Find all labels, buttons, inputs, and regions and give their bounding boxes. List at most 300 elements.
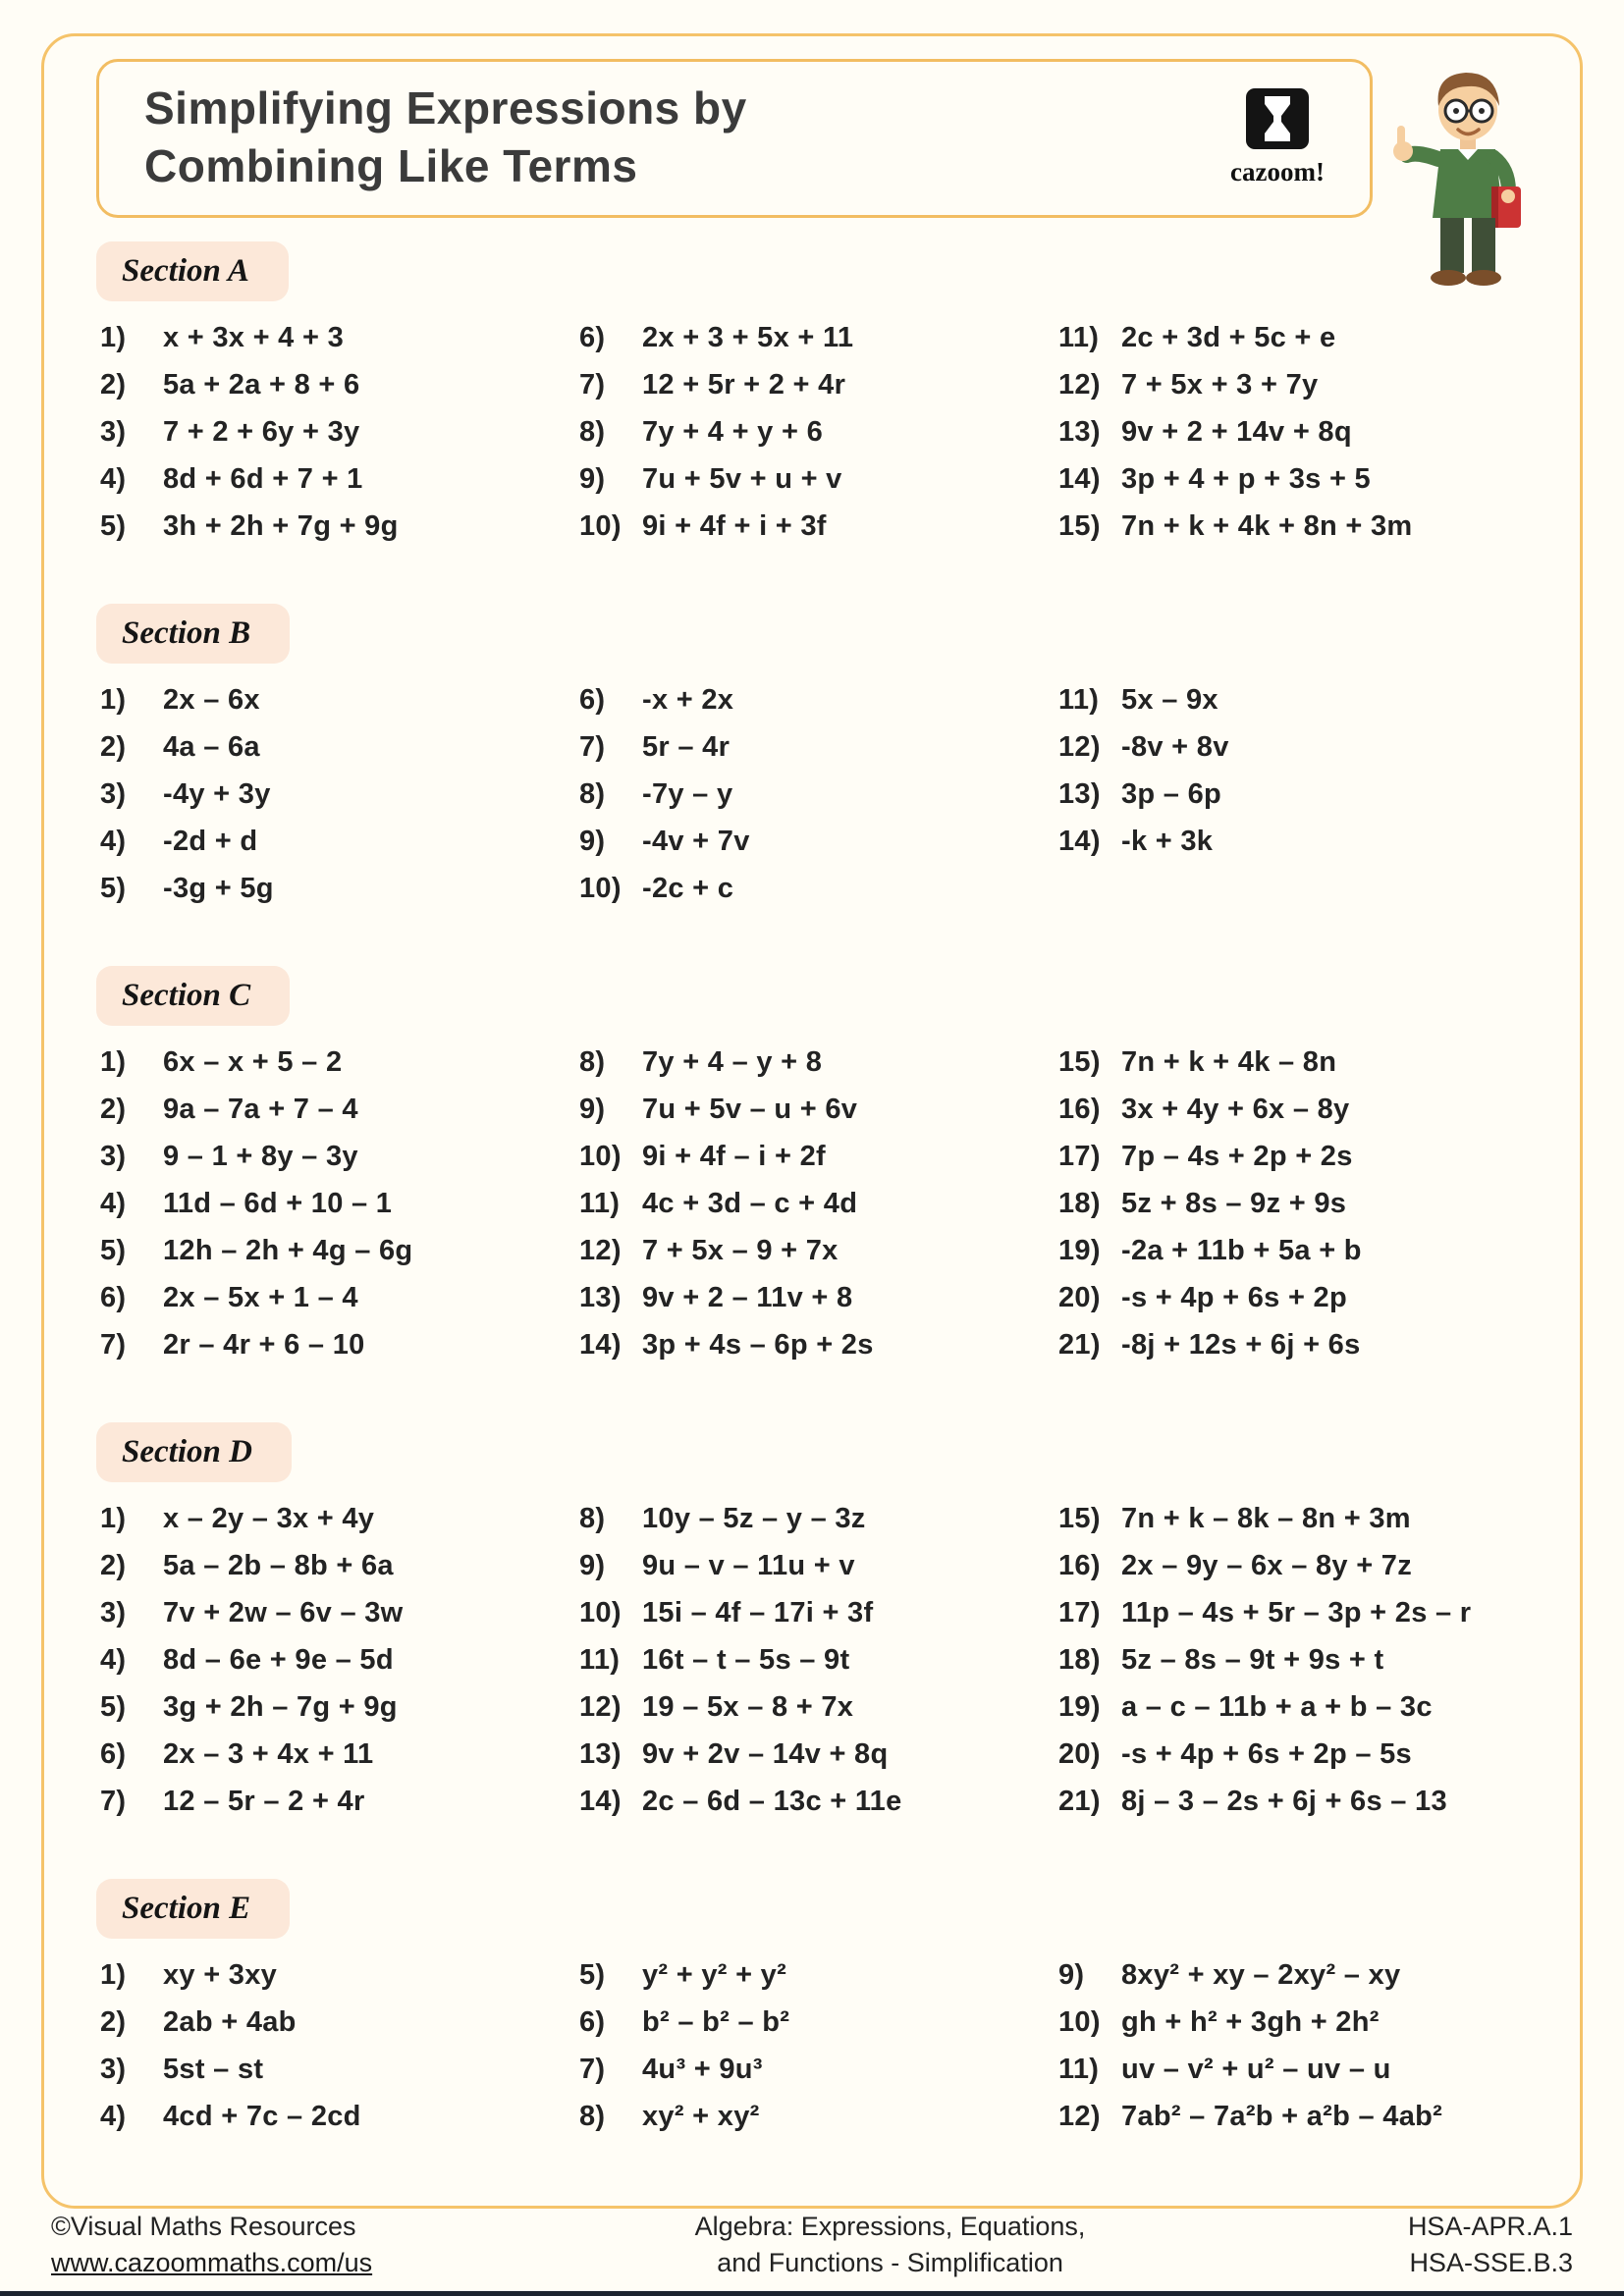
problem-row xyxy=(579,1189,1049,1219)
problem-expression: 4u³ + 9u³ xyxy=(642,2053,763,2085)
problem-number: 16) xyxy=(1058,1093,1101,1125)
problem-number: 14) xyxy=(579,1785,622,1817)
problem-number: 8) xyxy=(579,1502,606,1534)
problem-number: 4) xyxy=(100,1187,127,1219)
bottom-rule xyxy=(0,2291,1624,2296)
problem-expression: 8j – 3 – 2s + 6j + 6s – 13 xyxy=(1121,1785,1447,1817)
problem-row xyxy=(1058,2102,1528,2132)
problem-expression: 3g + 2h – 7g + 9g xyxy=(163,1690,398,1723)
problem-row xyxy=(100,1047,569,1078)
problem-expression: 9a – 7a + 7 – 4 xyxy=(163,1093,358,1125)
problem-expression: 9v + 2 – 11v + 8 xyxy=(642,1281,853,1313)
problem-row xyxy=(100,1739,569,1770)
problem-expression: 2x – 6x xyxy=(163,683,260,716)
section-heading: Section D xyxy=(96,1422,292,1482)
problem-number: 11) xyxy=(1058,683,1100,716)
problem-row xyxy=(1058,511,1528,542)
problem-number: 4) xyxy=(100,1643,127,1676)
problem-column xyxy=(1058,1047,1528,1377)
problem-row xyxy=(1058,1692,1528,1723)
problem-expression: x – 2y – 3x + 4y xyxy=(163,1502,375,1534)
problem-expression: -2a + 11b + 5a + b xyxy=(1121,1234,1362,1266)
problem-row xyxy=(1058,1236,1528,1266)
problem-number: 1) xyxy=(100,321,127,353)
problem-expression: 11p – 4s + 5r – 3p + 2s – r xyxy=(1121,1596,1472,1629)
problem-expression: 9i + 4f + i + 3f xyxy=(642,509,827,542)
problem-number: 6) xyxy=(100,1737,127,1770)
problem-row xyxy=(100,1142,569,1172)
problem-number: 4) xyxy=(100,462,127,495)
problem-row xyxy=(1058,779,1528,810)
problem-number: 8) xyxy=(579,415,606,448)
cazoom-logo xyxy=(1230,87,1325,187)
problem-number: 1) xyxy=(100,1045,127,1078)
problem-number: 6) xyxy=(579,2005,606,2038)
problem-row xyxy=(579,1330,1049,1361)
problem-number: 11) xyxy=(579,1187,621,1219)
problem-expression: 3x + 4y + 6x – 8y xyxy=(1121,1093,1350,1125)
section-d xyxy=(96,1422,1528,1834)
problem-column xyxy=(1058,685,1528,874)
section-heading: Section B xyxy=(96,604,290,664)
problem-number: 6) xyxy=(579,683,606,716)
problem-number: 19) xyxy=(1058,1690,1101,1723)
problem-number: 10) xyxy=(579,509,622,542)
problem-expression: 8d – 6e + 9e – 5d xyxy=(163,1643,394,1676)
problem-number: 7) xyxy=(579,2053,606,2085)
problem-number: 14) xyxy=(1058,462,1101,495)
problem-columns xyxy=(96,1047,1528,1377)
problem-expression: 2c – 6d – 13c + 11e xyxy=(642,1785,902,1817)
problem-row xyxy=(579,1504,1049,1534)
problem-row xyxy=(579,1739,1049,1770)
page-content xyxy=(41,33,1583,2194)
problem-number: 7) xyxy=(579,730,606,763)
problem-expression: -s + 4p + 6s + 2p xyxy=(1121,1281,1347,1313)
problem-number: 13) xyxy=(579,1281,622,1313)
problem-expression: 5r – 4r xyxy=(642,730,731,763)
problem-number: 7) xyxy=(100,1328,127,1361)
problem-number: 2) xyxy=(100,1093,127,1125)
problem-expression: 2r – 4r + 6 – 10 xyxy=(163,1328,365,1361)
problem-number: 5) xyxy=(579,1958,606,1991)
problem-expression: 9 – 1 + 8y – 3y xyxy=(163,1140,358,1172)
problem-expression: 3p + 4 + p + 3s + 5 xyxy=(1121,462,1371,495)
problem-number: 11) xyxy=(1058,2053,1100,2085)
section-c xyxy=(96,966,1528,1377)
problem-expression: 6x – x + 5 – 2 xyxy=(163,1045,343,1078)
problem-row xyxy=(100,1504,569,1534)
problem-number: 5) xyxy=(100,1234,127,1266)
problem-expression: 5a – 2b – 8b + 6a xyxy=(163,1549,394,1581)
problem-number: 8) xyxy=(579,2100,606,2132)
problem-row xyxy=(579,1283,1049,1313)
problem-column xyxy=(1058,1504,1528,1834)
problem-column xyxy=(1058,1960,1528,2149)
problem-expression: 5z – 8s – 9t + 9s + t xyxy=(1121,1643,1384,1676)
problem-number: 1) xyxy=(100,1502,127,1534)
problem-row xyxy=(579,1047,1049,1078)
problem-expression: 12 + 5r + 2 + 4r xyxy=(642,368,846,400)
problem-row xyxy=(1058,1598,1528,1629)
problem-expression: uv – v² + u² – uv – u xyxy=(1121,2053,1391,2085)
website-link[interactable]: www.cazoommaths.com/us xyxy=(51,2247,373,2277)
cazoom-logo-icon xyxy=(1245,137,1310,154)
section-a xyxy=(96,241,1528,559)
problem-number: 2) xyxy=(100,368,127,400)
problem-columns xyxy=(96,685,1528,921)
problem-row xyxy=(100,1692,569,1723)
problem-expression: -4y + 3y xyxy=(163,777,271,810)
problem-row xyxy=(579,1142,1049,1172)
footer-topic-line-1: Algebra: Expressions, Equations, xyxy=(694,2212,1086,2242)
problem-expression: 2c + 3d + 5c + e xyxy=(1121,321,1336,353)
problem-expression: 9i + 4f – i + 2f xyxy=(642,1140,826,1172)
problem-number: 12) xyxy=(1058,730,1101,763)
problem-number: 5) xyxy=(100,872,127,904)
problem-expression: y² + y² + y² xyxy=(642,1958,787,1991)
problem-row xyxy=(579,370,1049,400)
problem-expression: 9u – v – 11u + v xyxy=(642,1549,855,1581)
problem-expression: a – c – 11b + a + b – 3c xyxy=(1121,1690,1433,1723)
problem-number: 10) xyxy=(579,1596,622,1629)
problem-expression: 5a + 2a + 8 + 6 xyxy=(163,368,360,400)
problem-row xyxy=(579,732,1049,763)
problem-row xyxy=(1058,1047,1528,1078)
problem-number: 20) xyxy=(1058,1737,1101,1770)
problem-row xyxy=(579,1551,1049,1581)
problem-expression: 5x – 9x xyxy=(1121,683,1218,716)
problem-expression: -s + 4p + 6s + 2p – 5s xyxy=(1121,1737,1412,1770)
problem-number: 7) xyxy=(100,1785,127,1817)
problem-row xyxy=(100,1189,569,1219)
problem-number: 12) xyxy=(1058,2100,1101,2132)
problem-expression: 7 + 5x + 3 + 7y xyxy=(1121,368,1319,400)
problem-row xyxy=(579,2007,1049,2038)
problem-number: 7) xyxy=(579,368,606,400)
problem-expression: 11d – 6d + 10 – 1 xyxy=(163,1187,393,1219)
problem-row xyxy=(1058,827,1528,857)
problem-column xyxy=(100,685,569,921)
problem-number: 3) xyxy=(100,777,127,810)
problem-row xyxy=(579,1645,1049,1676)
problem-number: 5) xyxy=(100,509,127,542)
teacher-illustration xyxy=(1383,61,1536,299)
copyright-text: ©Visual Maths Resources xyxy=(51,2212,356,2242)
problem-expression: 3p – 6p xyxy=(1121,777,1222,810)
header xyxy=(96,59,1528,218)
footer-standards xyxy=(1408,2209,1573,2280)
problem-expression: xy + 3xy xyxy=(163,1958,278,1991)
problem-expression: 7n + k – 8k – 8n + 3m xyxy=(1121,1502,1411,1534)
problem-number: 21) xyxy=(1058,1785,1101,1817)
problem-expression: -7y – y xyxy=(642,777,733,810)
problem-number: 2) xyxy=(100,730,127,763)
problem-row xyxy=(579,511,1049,542)
problem-row xyxy=(579,1787,1049,1817)
problem-expression: 7u + 5v + u + v xyxy=(642,462,842,495)
problem-expression: 12h – 2h + 4g – 6g xyxy=(163,1234,413,1266)
problem-row xyxy=(1058,1504,1528,1534)
problem-number: 11) xyxy=(579,1643,621,1676)
problem-number: 4) xyxy=(100,2100,127,2132)
section-e xyxy=(96,1879,1528,2149)
problem-row xyxy=(1058,1283,1528,1313)
problem-number: 15) xyxy=(1058,1502,1101,1534)
problem-number: 3) xyxy=(100,2053,127,2085)
problem-row xyxy=(100,1598,569,1629)
problem-expression: 7v + 2w – 6v – 3w xyxy=(163,1596,404,1629)
problem-row xyxy=(579,1692,1049,1723)
problem-expression: x + 3x + 4 + 3 xyxy=(163,321,344,353)
standard-code-1: HSA-APR.A.1 xyxy=(1407,2212,1573,2242)
problem-number: 10) xyxy=(579,1140,622,1172)
problem-row xyxy=(100,2055,569,2085)
section-b xyxy=(96,604,1528,921)
footer xyxy=(0,2209,1624,2280)
problem-number: 2) xyxy=(100,1549,127,1581)
problem-expression: 7p – 4s + 2p + 2s xyxy=(1121,1140,1353,1172)
problem-number: 13) xyxy=(1058,777,1101,810)
footer-topic xyxy=(695,2209,1086,2280)
problem-row xyxy=(1058,2007,1528,2038)
problem-number: 9) xyxy=(579,462,606,495)
problem-expression: 2x + 3 + 5x + 11 xyxy=(642,321,854,353)
problem-columns xyxy=(96,1960,1528,2149)
footer-topic-line-2: and Functions - Simplification xyxy=(717,2247,1063,2277)
problem-expression: 2x – 9y – 6x – 8y + 7z xyxy=(1121,1549,1413,1581)
problem-number: 4) xyxy=(100,825,127,857)
problem-row xyxy=(579,779,1049,810)
problem-number: 16) xyxy=(1058,1549,1101,1581)
problem-number: 10) xyxy=(1058,2005,1101,2038)
problem-expression: 12 – 5r – 2 + 4r xyxy=(163,1785,365,1817)
problem-expression: 7 + 2 + 6y + 3y xyxy=(163,415,360,448)
problem-row xyxy=(579,1095,1049,1125)
problem-number: 12) xyxy=(579,1234,622,1266)
problem-row xyxy=(100,1551,569,1581)
problem-expression: -8v + 8v xyxy=(1121,730,1229,763)
problem-number: 17) xyxy=(1058,1596,1101,1629)
problem-row xyxy=(100,2102,569,2132)
problem-row xyxy=(1058,1095,1528,1125)
cazoom-logo-text: cazoom! xyxy=(1230,156,1325,187)
problem-number: 9) xyxy=(579,825,606,857)
problem-expression: b² – b² – b² xyxy=(642,2005,790,2038)
problem-number: 5) xyxy=(100,1690,127,1723)
problem-expression: 3h + 2h + 7g + 9g xyxy=(163,509,399,542)
sections xyxy=(96,241,1528,2149)
problem-expression: -2c + c xyxy=(642,872,734,904)
problem-row xyxy=(100,1236,569,1266)
problem-column xyxy=(100,1960,569,2149)
problem-number: 12) xyxy=(579,1690,622,1723)
problem-row xyxy=(1058,323,1528,353)
problem-expression: 7ab² – 7a²b + a²b – 4ab² xyxy=(1121,2100,1443,2132)
problem-row xyxy=(1058,417,1528,448)
problem-number: 15) xyxy=(1058,509,1101,542)
problem-expression: 19 – 5x – 8 + 7x xyxy=(642,1690,854,1723)
problem-number: 2) xyxy=(100,2005,127,2038)
problem-number: 12) xyxy=(1058,368,1101,400)
problem-number: 10) xyxy=(579,872,622,904)
problem-number: 6) xyxy=(579,321,606,353)
problem-row xyxy=(1058,1787,1528,1817)
problem-row xyxy=(579,685,1049,716)
problem-number: 11) xyxy=(1058,321,1100,353)
problem-number: 9) xyxy=(579,1093,606,1125)
problem-expression: -4v + 7v xyxy=(642,825,750,857)
problem-expression: 7n + k + 4k + 8n + 3m xyxy=(1121,509,1413,542)
problem-row xyxy=(100,323,569,353)
problem-row xyxy=(1058,1189,1528,1219)
problem-number: 18) xyxy=(1058,1187,1101,1219)
problem-row xyxy=(579,827,1049,857)
problem-number: 8) xyxy=(579,1045,606,1078)
problem-expression: 2x – 5x + 1 – 4 xyxy=(163,1281,358,1313)
problem-expression: 8d + 6d + 7 + 1 xyxy=(163,462,363,495)
problem-row xyxy=(1058,1330,1528,1361)
problem-number: 13) xyxy=(1058,415,1101,448)
problem-column xyxy=(579,685,1049,921)
problem-number: 1) xyxy=(100,683,127,716)
problem-expression: 5st – st xyxy=(163,2053,264,2085)
problem-expression: 15i – 4f – 17i + 3f xyxy=(642,1596,874,1629)
problem-row xyxy=(100,464,569,495)
problem-expression: 2x – 3 + 4x + 11 xyxy=(163,1737,374,1770)
problem-expression: 9v + 2 + 14v + 8q xyxy=(1121,415,1352,448)
problem-row xyxy=(1058,1645,1528,1676)
standard-code-2: HSA-SSE.B.3 xyxy=(1409,2247,1573,2277)
problem-row xyxy=(100,511,569,542)
problem-column xyxy=(100,1504,569,1834)
problem-row xyxy=(100,1095,569,1125)
problem-row xyxy=(100,1960,569,1991)
problem-expression: gh + h² + 3gh + 2h² xyxy=(1121,2005,1380,2038)
problem-column xyxy=(100,1047,569,1377)
problem-expression: -2d + d xyxy=(163,825,258,857)
problem-expression: 3p + 4s – 6p + 2s xyxy=(642,1328,874,1361)
problem-expression: 10y – 5z – y – 3z xyxy=(642,1502,866,1534)
problem-row xyxy=(100,1645,569,1676)
problem-row xyxy=(100,827,569,857)
problem-expression: 4a – 6a xyxy=(163,730,260,763)
problem-number: 9) xyxy=(579,1549,606,1581)
problem-row xyxy=(1058,1739,1528,1770)
problem-number: 14) xyxy=(1058,825,1101,857)
problem-row xyxy=(1058,1142,1528,1172)
problem-number: 15) xyxy=(1058,1045,1101,1078)
problem-row xyxy=(579,1236,1049,1266)
problem-expression: 7y + 4 – y + 8 xyxy=(642,1045,823,1078)
problem-number: 8) xyxy=(579,777,606,810)
problem-number: 19) xyxy=(1058,1234,1101,1266)
problem-expression: 7y + 4 + y + 6 xyxy=(642,415,823,448)
problem-number: 3) xyxy=(100,415,127,448)
problem-row xyxy=(1058,2055,1528,2085)
footer-left xyxy=(51,2209,372,2280)
section-heading: Section E xyxy=(96,1879,290,1939)
problem-expression: -8j + 12s + 6j + 6s xyxy=(1121,1328,1361,1361)
problem-expression: 7 + 5x – 9 + 7x xyxy=(642,1234,839,1266)
problem-row xyxy=(579,464,1049,495)
problem-row xyxy=(1058,370,1528,400)
problem-number: 21) xyxy=(1058,1328,1101,1361)
problem-expression: 7n + k + 4k – 8n xyxy=(1121,1045,1337,1078)
problem-row xyxy=(1058,1551,1528,1581)
problem-expression: -k + 3k xyxy=(1121,825,1214,857)
problem-number: 6) xyxy=(100,1281,127,1313)
problem-number: 1) xyxy=(100,1958,127,1991)
problem-row xyxy=(100,732,569,763)
problem-number: 14) xyxy=(579,1328,622,1361)
section-heading: Section C xyxy=(96,966,290,1026)
problem-row xyxy=(100,685,569,716)
problem-row xyxy=(100,1283,569,1313)
problem-expression: -3g + 5g xyxy=(163,872,274,904)
problem-expression: 9v + 2v – 14v + 8q xyxy=(642,1737,889,1770)
problem-row xyxy=(579,1598,1049,1629)
problem-row xyxy=(579,2102,1049,2132)
problem-column xyxy=(579,1047,1049,1377)
problem-row xyxy=(1058,685,1528,716)
problem-row xyxy=(100,2007,569,2038)
problem-row xyxy=(100,370,569,400)
problem-row xyxy=(1058,732,1528,763)
problem-column xyxy=(100,323,569,559)
problem-row xyxy=(100,779,569,810)
problem-row xyxy=(579,1960,1049,1991)
problem-row xyxy=(579,2055,1049,2085)
problem-number: 3) xyxy=(100,1596,127,1629)
problem-columns xyxy=(96,323,1528,559)
problem-expression: 4cd + 7c – 2cd xyxy=(163,2100,361,2132)
problem-column xyxy=(579,323,1049,559)
problem-expression: xy² + xy² xyxy=(642,2100,760,2132)
worksheet-title xyxy=(144,80,747,195)
problem-number: 17) xyxy=(1058,1140,1101,1172)
problem-column xyxy=(579,1960,1049,2149)
problem-row xyxy=(100,1787,569,1817)
title-box xyxy=(96,59,1373,218)
problem-expression: 5z + 8s – 9z + 9s xyxy=(1121,1187,1347,1219)
problem-number: 3) xyxy=(100,1140,127,1172)
problem-row xyxy=(579,874,1049,904)
problem-expression: 7u + 5v – u + 6v xyxy=(642,1093,858,1125)
problem-row xyxy=(1058,1960,1528,1991)
title-line-2: Combining Like Terms xyxy=(144,139,638,191)
problem-expression: 2ab + 4ab xyxy=(163,2005,297,2038)
problem-columns xyxy=(96,1504,1528,1834)
problem-number: 20) xyxy=(1058,1281,1101,1313)
problem-number: 13) xyxy=(579,1737,622,1770)
problem-expression: -x + 2x xyxy=(642,683,734,716)
problem-column xyxy=(1058,323,1528,559)
problem-row xyxy=(100,1330,569,1361)
problem-row xyxy=(579,323,1049,353)
problem-expression: 16t – t – 5s – 9t xyxy=(642,1643,850,1676)
problem-column xyxy=(579,1504,1049,1834)
section-heading: Section A xyxy=(96,241,289,301)
problem-number: 9) xyxy=(1058,1958,1085,1991)
problem-expression: 4c + 3d – c + 4d xyxy=(642,1187,858,1219)
problem-number: 18) xyxy=(1058,1643,1101,1676)
problem-row xyxy=(100,417,569,448)
title-line-1: Simplifying Expressions by xyxy=(144,82,747,133)
problem-row xyxy=(1058,464,1528,495)
problem-expression: 8xy² + xy – 2xy² – xy xyxy=(1121,1958,1401,1991)
problem-row xyxy=(100,874,569,904)
